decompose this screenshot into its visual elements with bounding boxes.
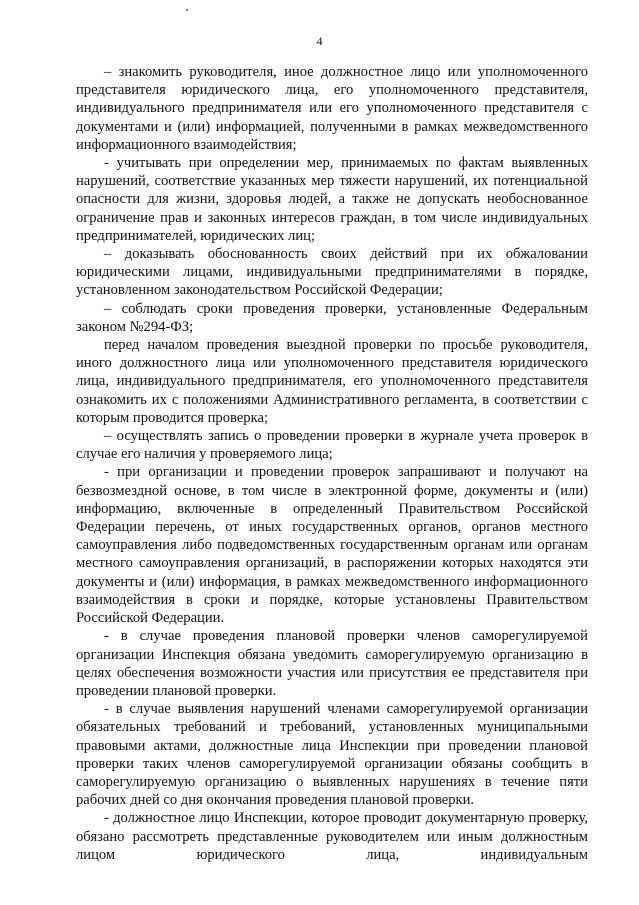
paragraph-3: – доказывать обоснованность своих действий при их обжаловании юридическими лицами, индивидуальными предпринимателями в порядке, установленном законодательством Российской Федерации; [76, 246, 588, 299]
scan-speck [186, 9, 188, 11]
paragraph-4: – соблюдать сроки проведения проверки, установленные Федеральным законом №294-ФЗ; [76, 300, 588, 335]
paragraph-10: - должностное лицо Инспекции, которое проводит документарную проверку, обязано рассмотреть представленные руководителем или иным должностным лицом юридического лица, индивидуальным [76, 810, 588, 863]
paragraph-8: - в случае проведения плановой проверки членов саморегулируемой организации Инспекция обязана уведомить саморегулируемую организацию в целях обеспечения возможности участия или присутствия ее представителя при проведении плановой проверки. [76, 628, 588, 699]
page-number: 4 [316, 34, 323, 48]
paragraph-9: - в случае выявления нарушений членами саморегулируемой организации обязательных требований и требований, установленных муниципальными правовыми актами, должностные лица Инспекции при проведении плановой проверки таких членов саморегулируемой организации обязаны сообщить в саморегулируемую организацию о выявленных нарушениях в течение пяти рабочих дней со дня окончания проведения плановой проверки. [76, 701, 588, 809]
paragraph-2: - учитывать при определении мер, принимаемых по фактам выявленных нарушений, соответствие указанных мер тяжести нарушений, их потенциальной опасности для жизни, здоровья людей, а также не допускать необоснованное ограничение прав и законных интересов граждан, в том числе индивидуальных предпринимателей, юридических лиц; [76, 155, 588, 244]
paragraph-5: перед началом проведения выездной проверки по просьбе руководителя, иного должностного лица или уполномоченного представителя юридического лица, индивидуального предпринимателя, его уполномоченного представителя ознакомить их с положениями Административного регламента, в соответствии с которым проводится проверка; [76, 337, 588, 426]
paragraph-1: – знакомить руководителя, иное должностное лицо или уполномоченного представителя юридического лица, его уполномоченного представителя, индивидуального предпринимателя или его уполномоченного представителя с документами и (или) информацией, полученными в рамках межведомственного информационного взаимодействия; [76, 64, 588, 153]
document-body [76, 63, 588, 864]
paragraph-6: – осуществлять запись о проведении проверки в журнале учета проверок в случае его наличия у проверяемого лица; [76, 428, 588, 463]
paragraph-7: - при организации и проведении проверок запрашивают и получают на безвозмездной основе, в том числе в электронной форме, документы и (или) информацию, включенные в определенный Правительством Российской Федерации перечень, от иных государственных органов, органов местного самоуправления либо подведомственных государственным органам или органам местного самоуправления организаций, в распоряжении которых находятся эти документы и (или) информация, в рамках межведомственного информационного взаимодействия в сроки и порядке, которые установлены Правительством Российской Федерации. [76, 464, 588, 627]
